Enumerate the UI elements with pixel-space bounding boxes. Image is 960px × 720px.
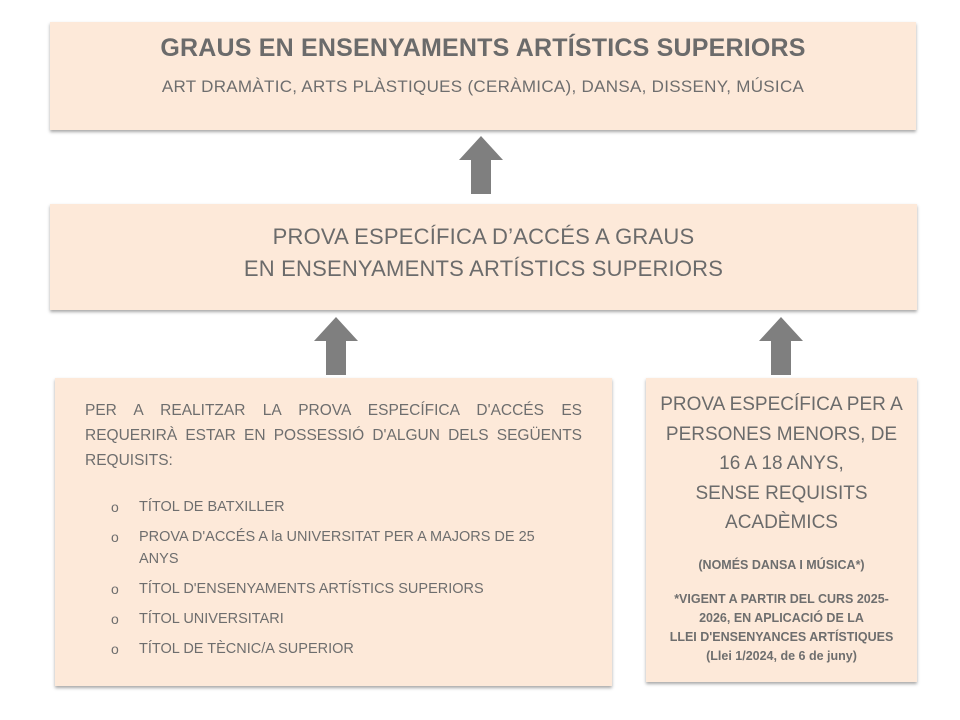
graus-disciplines: ART DRAMÀTIC, ARTS PLÀSTIQUES (CERÀMICA), DANSA, DISSENY, MÚSICA bbox=[161, 77, 805, 96]
requisits-intro: PER A REALITZAR LA PROVA ESPECÍFICA D'ACCÉS ES REQUERIRÀ ESTAR EN POSSESSIÓ D'ALGUN DELS SEGÜENTS REQUISITS: bbox=[85, 402, 582, 469]
prova-menors-box bbox=[646, 378, 917, 682]
bullet-icon: o bbox=[111, 529, 119, 545]
list-item: o TÍTOL DE BATXILLER bbox=[105, 496, 575, 518]
bullet-icon: o bbox=[111, 641, 119, 657]
prova-acces-box bbox=[50, 204, 917, 310]
list-item: o TÍTOL DE TÈCNIC/A SUPERIOR bbox=[105, 638, 575, 660]
arrow-up-icon bbox=[459, 136, 503, 194]
bullet-icon: o bbox=[111, 499, 119, 515]
graus-box bbox=[50, 22, 916, 130]
prova-menors-footnote: *VIGENT A PARTIR DEL CURS 2025- 2026, EN APLICACIÓ DE LA LLEI D'ENSENYANCES ARTÍSTIQUES (Llei 1/2024, de 6 de juny) bbox=[669, 591, 894, 663]
list-item: o TÍTOL UNIVERSITARI bbox=[105, 608, 575, 630]
list-item: o PROVA D'ACCÉS A la UNIVERSITAT PER A MAJORS DE 25 ANYS bbox=[105, 526, 575, 570]
prova-menors-heading: PROVA ESPECÍFICA PER A PERSONES MENORS, DE 16 A 18 ANYS, SENSE REQUISITS ACADÈMICS bbox=[660, 394, 903, 533]
bullet-icon: o bbox=[111, 581, 119, 597]
list-item: o TÍTOL D'ENSENYAMENTS ARTÍSTICS SUPERIORS bbox=[105, 578, 575, 600]
prova-acces-line1: PROVA ESPECÍFICA D’ACCÉS A GRAUS bbox=[272, 224, 695, 249]
arrow-up-icon bbox=[759, 317, 803, 375]
prova-acces-line2: EN ENSENYAMENTS ARTÍSTICS SUPERIORS bbox=[243, 256, 724, 281]
graus-title: GRAUS EN ENSENYAMENTS ARTÍSTICS SUPERIORS bbox=[160, 34, 806, 62]
arrow-up-icon bbox=[314, 317, 358, 375]
bullet-icon: o bbox=[111, 611, 119, 627]
requisits-list bbox=[105, 496, 575, 668]
requisits-box bbox=[55, 378, 612, 686]
prova-menors-note: (NOMÉS DANSA I MÚSICA*) bbox=[698, 557, 865, 572]
